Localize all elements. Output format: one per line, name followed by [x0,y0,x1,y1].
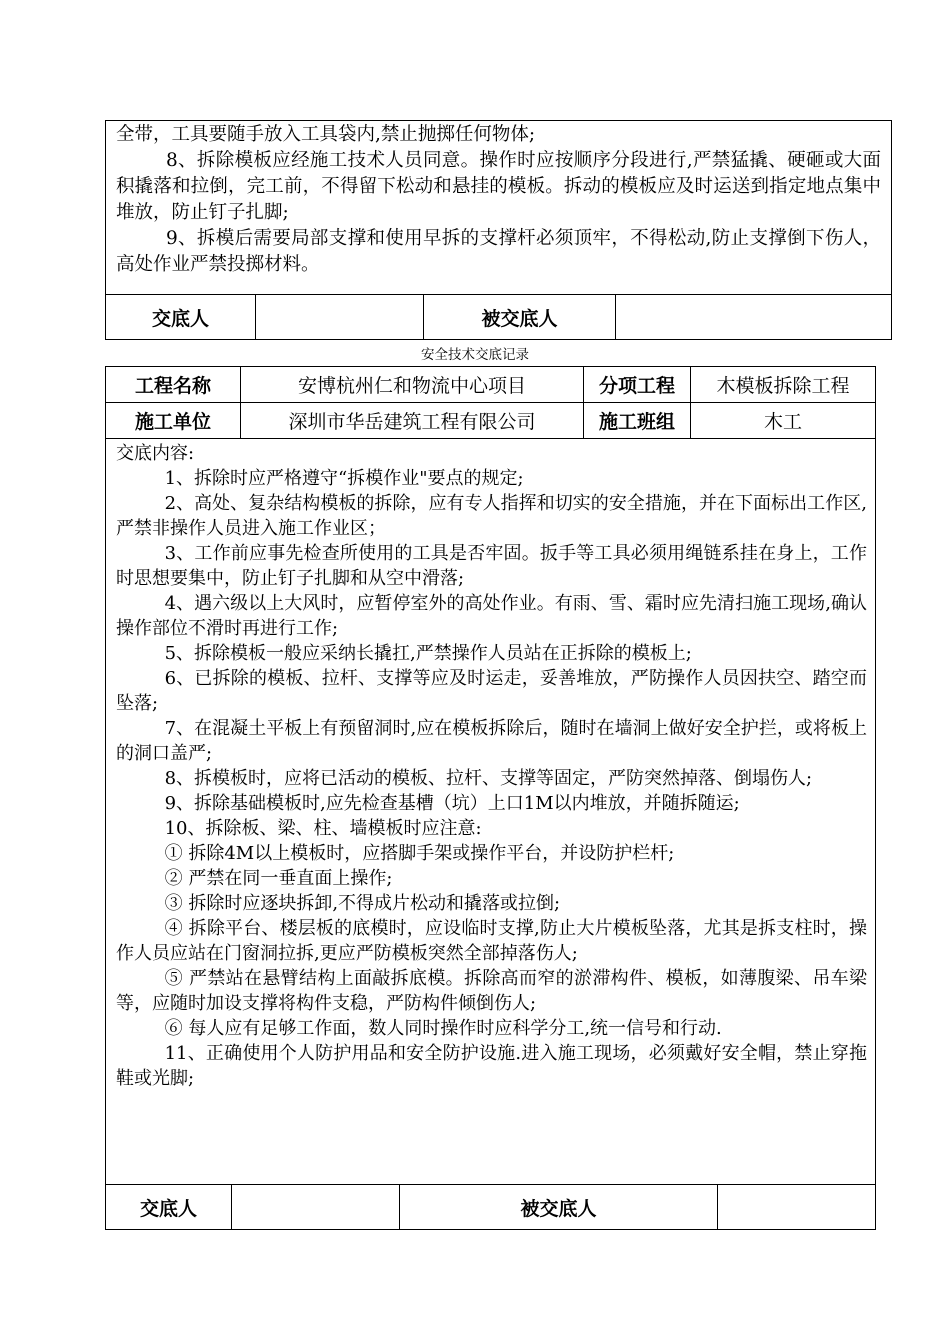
signer-label: 交底人 [106,295,256,339]
previous-page-content [106,121,891,295]
project-label: 工程名称 [106,367,241,402]
sub-project-label: 分项工程 [584,367,691,402]
receiver-label: 被交底人 [400,1185,718,1229]
content-item: 9、拆除基础模板时,应先检查基槽（坑）上口1M以内堆放，并随拆随运; [164,793,740,814]
record-title: 安全技术交底记录 [421,347,529,363]
signature-row [106,295,891,339]
safety-briefing-table [105,366,876,1230]
sub-project-value: 木模板拆除工程 [716,375,850,397]
project-value: 安博杭州仁和物流中心项目 [241,367,584,402]
content-line: 9、拆模后需要局部支撑和使用早拆的支撑杆必须顶牢，不得松动,防止支撑倒下伤人，高处作业严禁投掷材料。 [116,228,881,275]
content-item: ② 严禁在同一垂直面上操作; [164,868,393,889]
receiver-label: 被交底人 [424,295,616,339]
content-item: ④ 拆除平台、楼层板的底模时，应设临时支撑,防止大片模板坠落，尤其是拆支柱时，操作人员应站在门窗洞拉拆,更应严防模板突然全部掉落伤人; [116,918,867,964]
content-item: 2、高处、复杂结构模板的拆除，应有专人指挥和切实的安全措施，并在下面标出工作区,严禁非操作人员进入施工作业区； [116,493,867,539]
content-line: 8、拆除模板应经施工技术人员同意。操作时应按顺序分段进行,严禁猛撬、硬砸或大面积撬落和拉倒，完工前，不得留下松动和悬挂的模板。拆动的模板应及时运送到指定地点集中堆放，防止钉子扎脚; [116,150,881,223]
unit-label: 施工单位 [106,403,241,438]
header-row-project [106,367,875,403]
content-line: 全带，工具要随手放入工具袋内,禁止抛掷任何物体; [116,124,536,145]
content-item: ⑥ 每人应有足够工作面，数人同时操作时应科学分工,统一信号和行动. [164,1018,722,1039]
content-item: ③ 拆除时应逐块拆卸,不得成片松动和撬落或拉倒; [164,893,561,914]
header-row-unit [106,403,875,439]
receiver-field[interactable] [718,1185,875,1229]
content-item: 1、拆除时应严格遵守“拆模作业"要点的规定; [164,468,524,489]
content-item: 6、已拆除的模板、拉杆、支撑等应及时运走，妥善堆放，严防操作人员因扶空、踏空而坠落; [116,668,867,714]
signer-field[interactable] [232,1185,400,1229]
content-item: 3、工作前应事先检查所使用的工具是否牢固。扳手等工具必须用绳链系挂在身上，工作时思想要集中，防止钉子扎脚和从空中滑落; [116,543,867,589]
content-item: 5、拆除模板一般应采纳长撬扛,严禁操作人员站在正拆除的模板上; [164,643,692,664]
team-value: 木工 [763,411,802,433]
content-item: ⑤ 严禁站在悬臂结构上面敲拆底模。拆除高而窄的淤滞构件、模板，如薄腹梁、吊车梁等，应随时加设支撑将构件支稳，严防构件倾倒伤人; [116,968,867,1014]
content-heading: 交底内容: [116,443,195,464]
content-item: ① 拆除4M以上模板时，应搭脚手架或操作平台，并设防护栏杆; [164,843,675,864]
briefing-content [106,439,875,1185]
team-label: 施工班组 [584,403,691,438]
receiver-field[interactable] [616,295,891,339]
signer-field[interactable] [256,295,424,339]
unit-value: 深圳市华岳建筑工程有限公司 [241,403,584,438]
content-item: 7、在混凝土平板上有预留洞时,应在模板拆除后，随时在墙洞上做好安全护拦，或将板上的洞口盖严; [116,718,867,764]
content-item: 11、正确使用个人防护用品和安全防护设施.进入施工现场，必须戴好安全帽，禁止穿拖鞋或光脚; [116,1043,867,1089]
previous-page-table [105,120,892,340]
content-item: 8、拆模板时，应将已活动的模板、拉杆、支撑等固定，严防突然掉落、倒塌伤人; [164,768,813,789]
signature-row [106,1185,875,1229]
content-item: 4、遇六级以上大风时，应暂停室外的高处作业。有雨、雪、霜时应先清扫施工现场,确认操作部位不滑时再进行工作; [116,593,867,639]
content-item: 10、拆除板、梁、柱、墙模板时应注意: [164,818,482,839]
signer-label: 交底人 [106,1185,232,1229]
